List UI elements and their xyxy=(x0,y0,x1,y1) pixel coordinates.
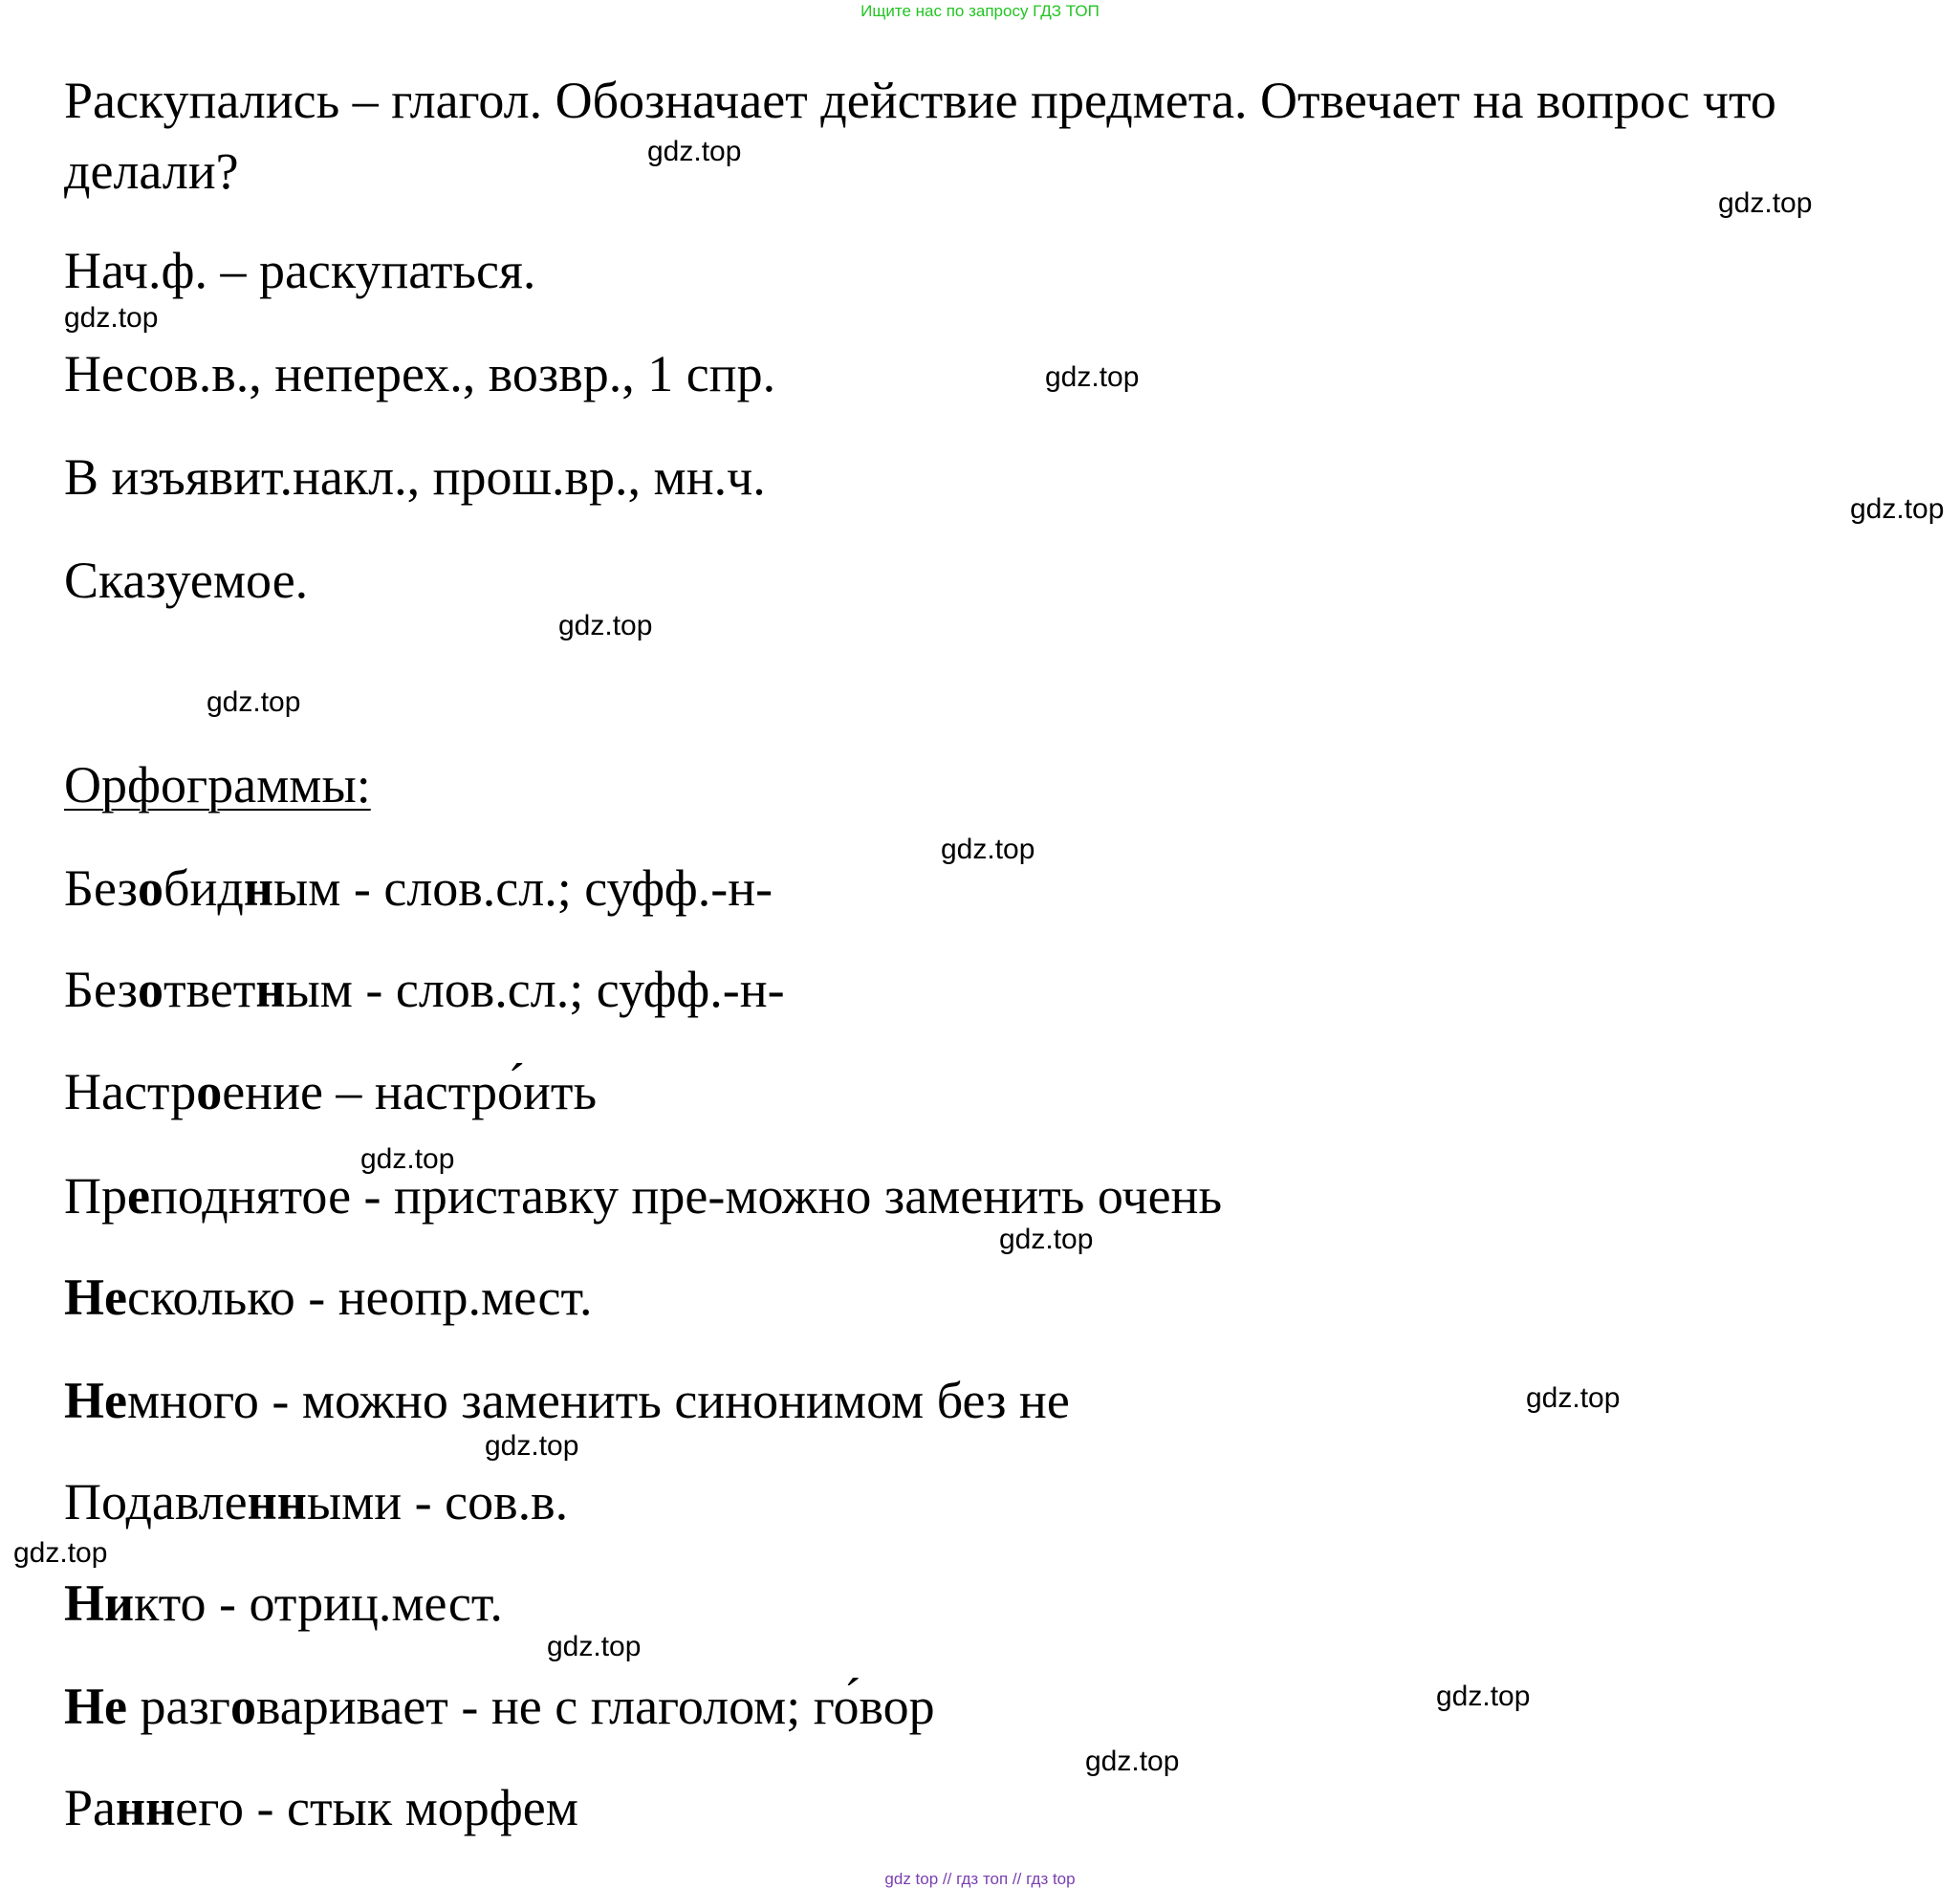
watermark: gdz.top xyxy=(547,1631,642,1662)
orthogram-text: варивает - не с глаголом; го́вор xyxy=(255,1678,935,1735)
top-banner: Ищите нас по запросу ГДЗ ТОП xyxy=(860,2,1100,20)
orthogram-text: много - можно заменить синонимом без не xyxy=(126,1372,1070,1429)
orthogram-highlight: Не xyxy=(64,1372,127,1429)
watermark: gdz.top xyxy=(360,1143,455,1175)
watermark: gdz.top xyxy=(1850,493,1945,525)
watermark: gdz.top xyxy=(941,834,1035,865)
watermark: gdz.top xyxy=(1436,1681,1531,1712)
orthogram-text: Без xyxy=(64,859,138,917)
watermark: gdz.top xyxy=(64,302,159,334)
orthogram-highlight: о xyxy=(137,859,163,917)
orthogram-highlight: о xyxy=(229,1678,256,1735)
orthogram-text: ыми - сов.в. xyxy=(306,1473,569,1530)
orthogram-item xyxy=(64,1677,935,1736)
watermark: gdz.top xyxy=(558,610,653,641)
watermark: gdz.top xyxy=(13,1537,108,1569)
orthogram-highlight: н xyxy=(243,859,273,917)
orthogram-text: твет xyxy=(163,961,256,1018)
orthogram-highlight: н xyxy=(255,961,286,1018)
analysis-line-2: делали? xyxy=(64,142,239,200)
analysis-line-1: Раскупались – глагол. Обозначает действие предмета. Отвечает на вопрос что xyxy=(64,72,1776,129)
footer-watermark: gdz top // гдз топ // гдз top xyxy=(884,1870,1076,1888)
variable-features: В изъявит.накл., прош.вр., мн.ч. xyxy=(64,448,766,506)
orthogram-text: Подавле xyxy=(64,1473,248,1530)
orthogram-highlight: Не xyxy=(64,1678,127,1735)
orthogram-highlight: о xyxy=(137,961,163,1018)
orthogram-item xyxy=(64,1472,568,1531)
orthogram-text: поднятое - приставку пре-можно заменить очень xyxy=(149,1167,1223,1225)
watermark: gdz.top xyxy=(1718,187,1813,219)
orthogram-text: Пр xyxy=(64,1167,127,1225)
orthogram-text: Настр xyxy=(64,1063,197,1120)
constant-features: Несов.в., неперех., возвр., 1 спр. xyxy=(64,345,776,402)
watermark: gdz.top xyxy=(485,1430,579,1462)
orthogram-item xyxy=(64,1371,1070,1430)
watermark: gdz.top xyxy=(1526,1382,1621,1414)
orthogram-text: ым - слов.сл.; суфф.-н- xyxy=(272,859,773,917)
watermark: gdz.top xyxy=(647,136,742,167)
orthogram-item xyxy=(64,1166,1222,1226)
orthogram-text: сколько - неопр.мест. xyxy=(126,1269,593,1326)
orthogram-highlight: нн xyxy=(247,1473,307,1530)
orthograms-heading: Орфограммы: xyxy=(64,756,371,814)
orthogram-text: Без xyxy=(64,961,138,1018)
orthogram-text: бид xyxy=(163,859,244,917)
orthogram-text: Ра xyxy=(64,1779,116,1836)
orthogram-highlight: Ни xyxy=(64,1574,135,1632)
orthogram-text: ым - слов.сл.; суфф.-н- xyxy=(285,961,785,1018)
orthogram-item xyxy=(64,1573,503,1633)
orthogram-text: его - стык морфем xyxy=(175,1779,578,1836)
watermark: gdz.top xyxy=(1085,1746,1180,1777)
watermark: gdz.top xyxy=(1045,361,1140,393)
orthogram-item xyxy=(64,1778,578,1837)
watermark: gdz.top xyxy=(207,686,301,718)
orthogram-text: кто - отриц.мест. xyxy=(134,1574,503,1632)
orthogram-highlight: нн xyxy=(116,1779,176,1836)
orthogram-item xyxy=(64,960,785,1019)
orthogram-text: ение – настро́ить xyxy=(222,1063,598,1120)
orthogram-text: разг xyxy=(126,1678,230,1735)
orthogram-item xyxy=(64,1268,593,1327)
initial-form: Нач.ф. – раскупаться. xyxy=(64,242,536,299)
orthogram-item xyxy=(64,858,773,918)
orthogram-highlight: Не xyxy=(64,1269,127,1326)
watermark: gdz.top xyxy=(999,1224,1094,1255)
syntactic-role: Сказуемое. xyxy=(64,552,309,609)
orthogram-highlight: е xyxy=(127,1167,150,1225)
orthogram-item xyxy=(64,1062,597,1121)
orthogram-highlight: о xyxy=(196,1063,223,1120)
